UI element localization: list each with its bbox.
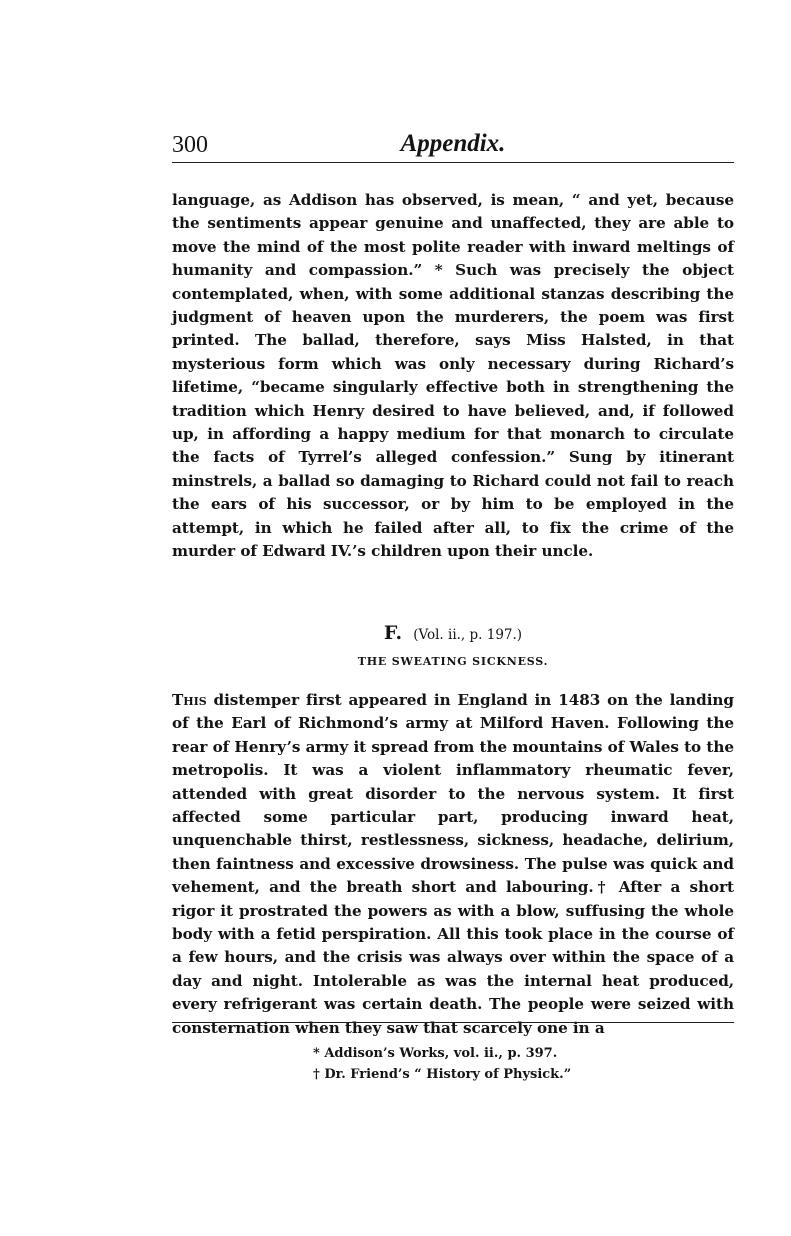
running-title: Appendix. [400,130,506,157]
page-header [172,128,734,162]
footnote-friend: † Dr. Friend’s “ History of Physick.” [313,1067,572,1082]
section-letter: F. [383,622,403,644]
lead-word: This [172,691,207,709]
section-heading [172,622,734,644]
header-rule [172,162,734,163]
page-number: 300 [172,132,208,158]
section-title: THE SWEATING SICKNESS. [357,655,549,668]
section-reference: (Vol. ii., p. 197.) [413,627,523,643]
paragraph-continuation: language, as Addison has observed, is mean, “ and yet, because the sentiments appear genuine and unaffected, they are able to move the mind of the most polite reader with inward meltings of humanity and compassion.” * Such was precisely the object contemplated, when, with some additional stanzas describing the judgment of heaven upon the murderers, the poem was first printed. The ballad, therefore, says Miss Halsted, in that mysterious form which was only necessary during Richard’s lifetime, “became singularly effective both in strengthening the tradition which Henry desired to have believed, and, if followed up, in affording a happy medium for that monarch to circulate the facts of Tyrrel’s alleged confession.” Sung by itinerant minstrels, a ballad so damaging to Richard could not fail to reach the ears of his successor, or by him to be employed in the attempt, in which he failed after all, to fix the crime of the murder of Edward IV.’s children upon their uncle. [172,191,734,561]
footnote-addison: * Addison’s Works, vol. ii., p. 397. [313,1046,558,1061]
paragraph-sweating-sickness [172,689,734,1040]
footnotes [313,1043,571,1085]
paragraph-body: distemper first appeared in England in 1483 on the landing of the Earl of Richmond’s army at Milford Haven. Following the rear of Henry’s army it spread from the mountains of Wales to the metropolis. It was a violent inflammatory rheumatic fever, attended with great disorder to the nervous system. It first affected some particular part, producing inward heat, unquenchable thirst, restlessness, sickness, headache, delirium, then faintness and excessive drowsiness. The pulse was quick and vehement, and the breath short and labouring.† After a short rigor it prostrated the powers as with a blow, suffusing the whole body with a fetid perspiration. All this took place in the course of a few hours, and the crisis was always over within the space of a day and night. Intolerable as was the internal heat produced, every refrigerant was certain death. The people were seized with consternation when they saw that scarcely one in a [172,691,734,1037]
footnote-rule [172,1022,734,1023]
